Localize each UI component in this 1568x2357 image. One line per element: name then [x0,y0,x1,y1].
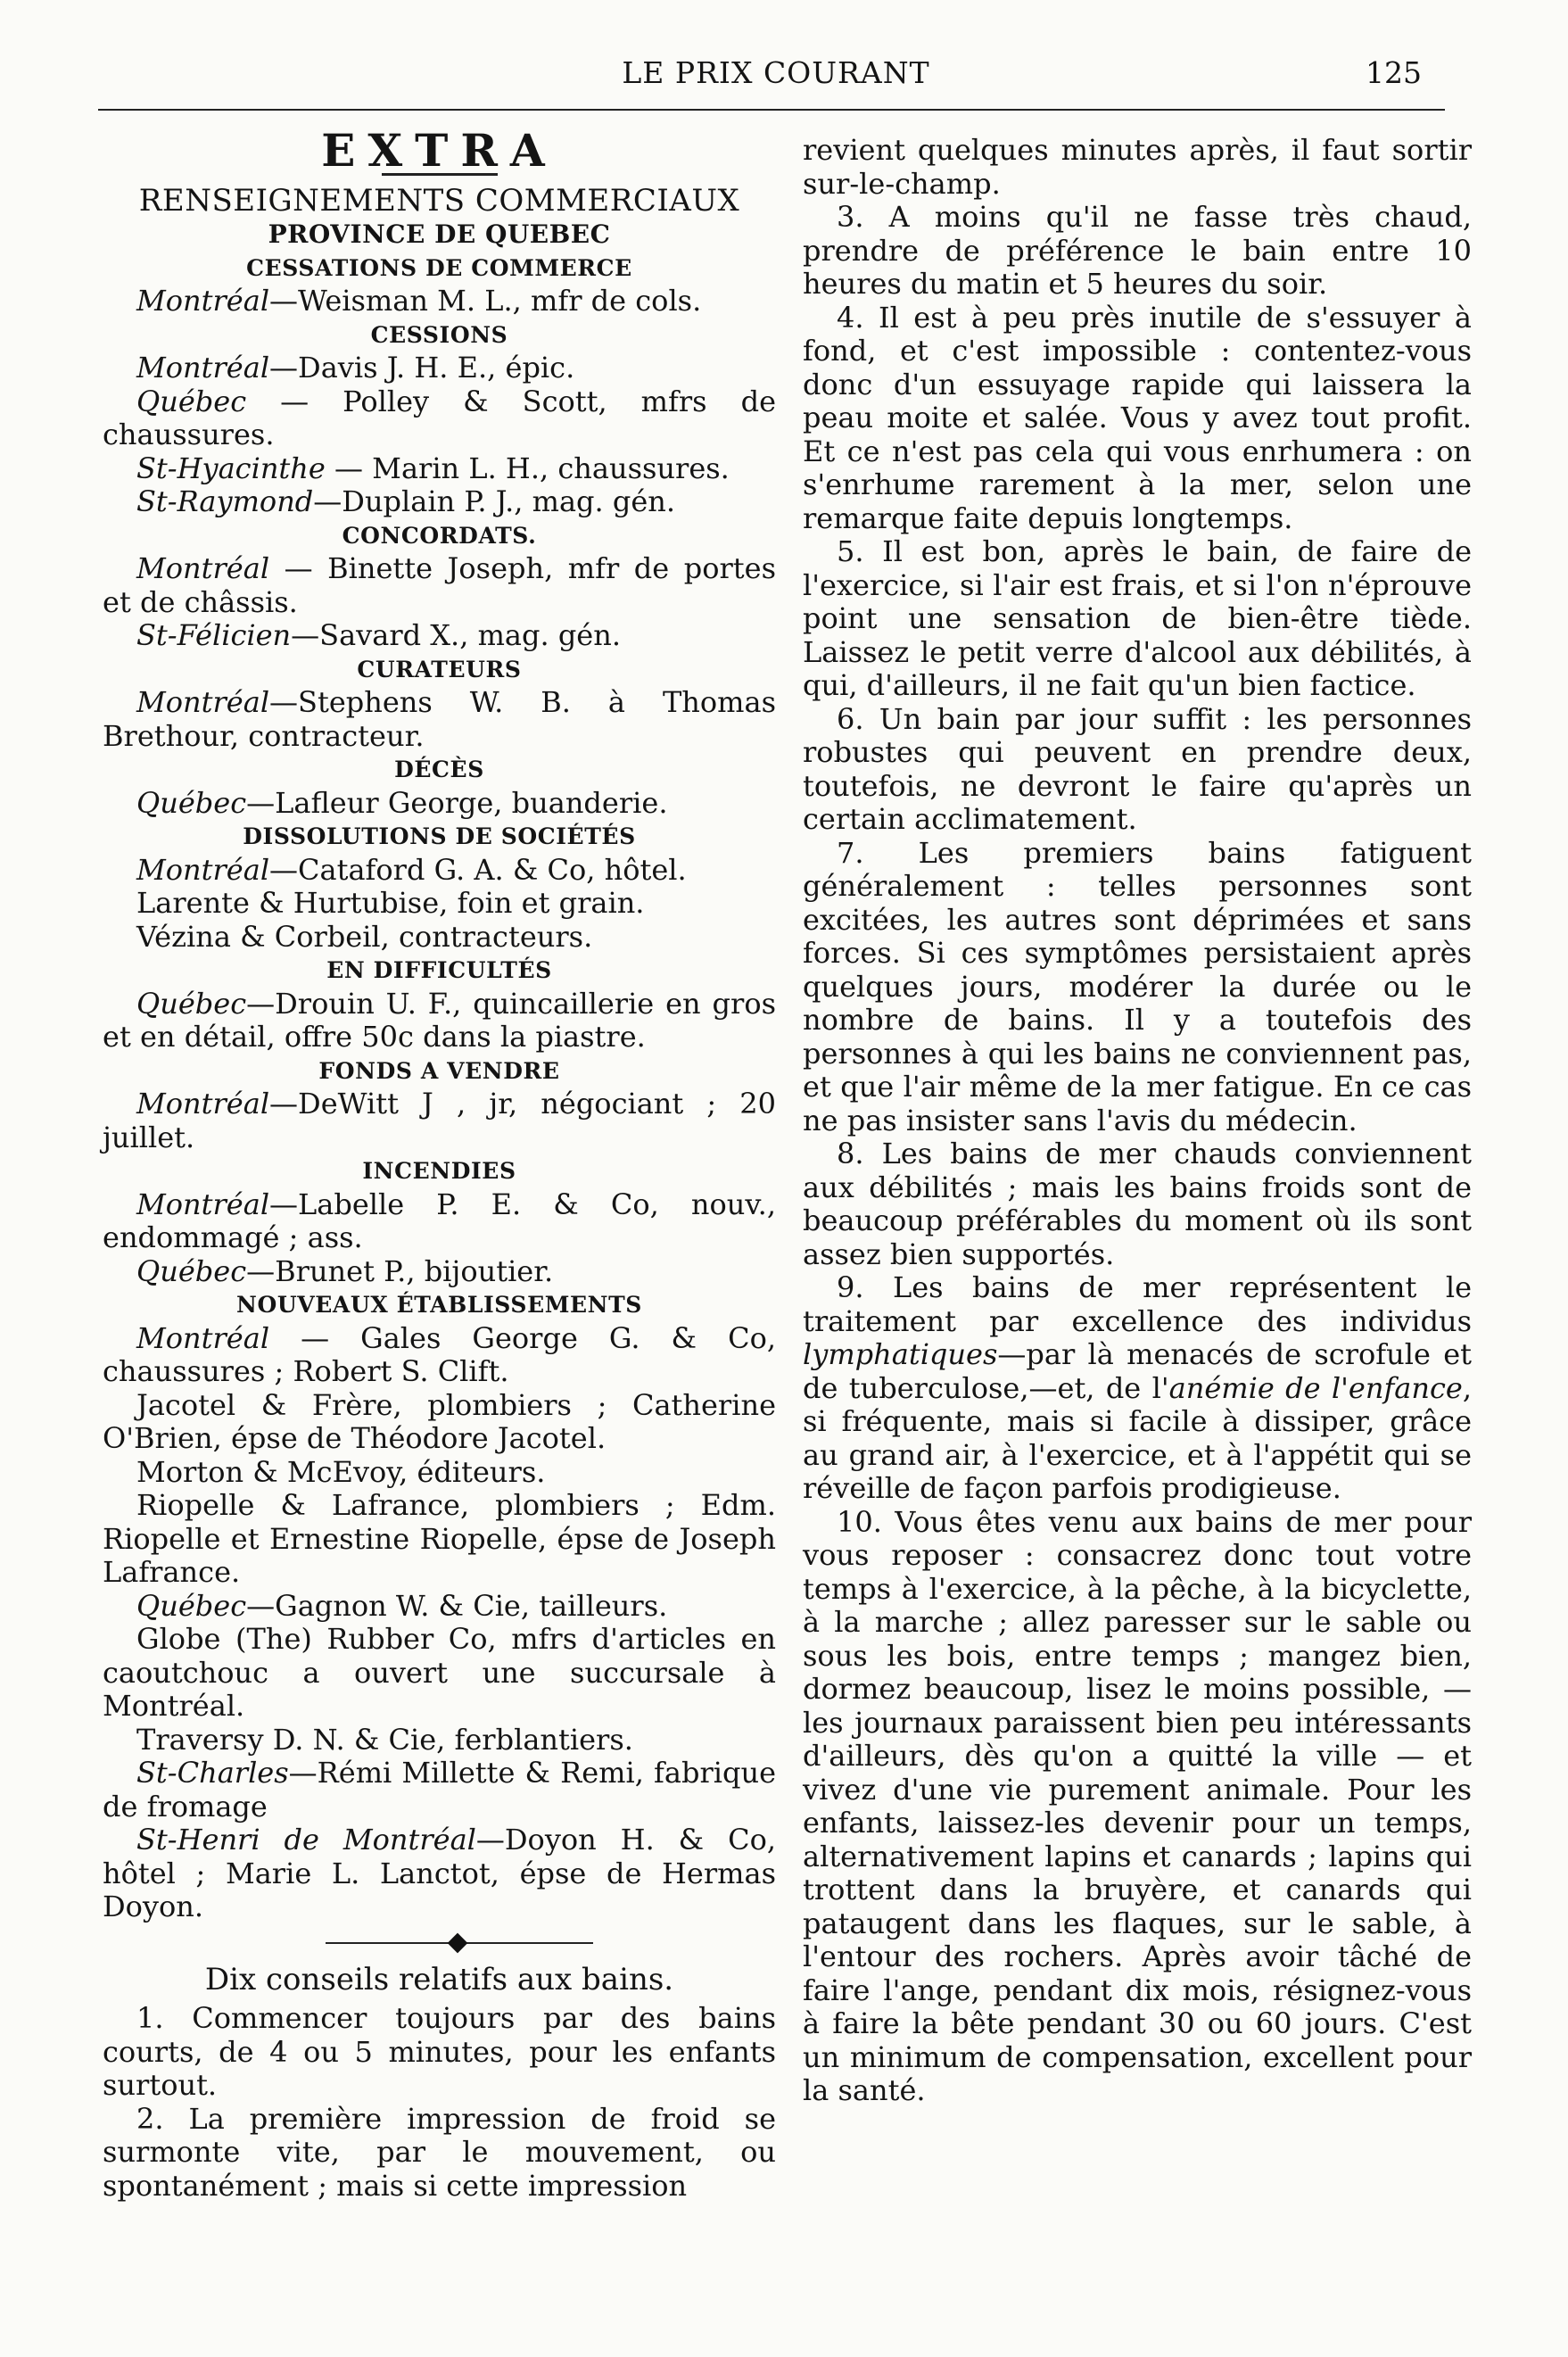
subhead-dissolutions: DISSOLUTIONS DE SOCIÉTÉS [243,823,636,849]
entry-text: —Duplain P. J., mag. gén. [313,484,676,518]
entries-concordats [103,552,776,653]
page-number: 125 [1366,55,1422,90]
entries-nouveaux [103,1322,776,1924]
entry-text: —Brunet P., bijoutier. [246,1253,554,1288]
conseil-paragraph-9 [803,1271,1472,1506]
subhead-concordats: CONCORDATS. [342,522,537,549]
entry-place: Montréal [136,551,270,585]
conseil-paragraph: 3. A moins qu'il ne fasse très chaud, prendre de préférence le bain entre 10 heures du matin et 5 heures du soir. [803,200,1472,301]
entry-text: — Marin L. H., chaussures. [325,451,730,485]
entries-curateurs [103,686,776,753]
entries-cessions [103,351,776,519]
p9-start: 9. Les bains de mer représentent le traitement par excellence des individus [803,1270,1472,1338]
entry-concordats [103,552,776,619]
entry-place: Montréal [136,685,270,719]
entry-nouveaux [103,1757,776,1824]
entry-dissolutions [103,887,776,921]
entry-nouveaux [103,1590,776,1624]
conseil-paragraph: 1. Commencer toujours par des bains courts, de 4 ou 5 minutes, pour les enfants surtout. [103,2001,776,2102]
entries-difficultes [103,988,776,1054]
entry-text: Vézina & Corbeil, contracteurs. [136,919,593,954]
entry-concordats [103,619,776,653]
subhead-curateurs: CURATEURS [357,656,522,682]
conseil-paragraph: 6. Un bain par jour suffit : les personnes robustes qui peuvent en prendre deux, toutefois, ne devront le faire qu'après un certain acclimatement. [803,701,1472,836]
entry-text: Morton & McEvoy, éditeurs. [136,1454,546,1489]
left-column [103,124,777,2203]
entries-incendies [103,1188,776,1289]
p9-lymphatiques: lymphatiques [803,1337,998,1371]
entries-dissolutions [103,854,776,955]
conseil-continuation: revient quelques minutes après, il faut sortir sur-le-champ. [803,133,1472,201]
entry-fonds [103,1088,776,1154]
entry-incendies [103,1188,776,1255]
conseil-paragraph: 7. Les premiers bains fatiguent généralement : telles personnes sont excitées, les autres sont déprimées et sans forces. Si ces symptômes persistaient après quelques jours, modérer la durée ou le nombre de bains. Il y a toutefois des personnes à qui les bains ne conviennent pas, et que l'air même de la mer fatigue. En ce cas ne pas insister sans l'avis du médecin. [803,835,1472,1137]
entry-place: Montréal [136,1087,270,1121]
entry-nouveaux [103,1623,776,1724]
entry-nouveaux [103,1724,776,1757]
entry-place: Montréal [136,1187,270,1221]
entry-place: Québec [136,1588,247,1623]
entry-place: St-Raymond [136,484,314,518]
entry-place: Montréal [136,351,270,385]
entry-text: — Binette Joseph, mfr de portes et de châssis. [103,551,776,619]
subhead-cessations: CESSATIONS DE COMMERCE [246,254,632,281]
entry-dissolutions [103,854,776,888]
entry-text: — Gales George G. & Co, chaussures ; Robert S. Clift. [103,1320,776,1388]
entry-cessations [103,285,776,318]
entry-place: Québec [136,1253,247,1288]
entry-text: —Savard X., mag. gén. [291,618,622,652]
entry-text: Larente & Hurtubise, foin et grain. [136,886,645,920]
entry-difficultes [103,988,776,1054]
entry-cessions [103,351,776,385]
subhead-deces: DÉCÈS [394,757,484,782]
section-title: RENSEIGNEMENTS COMMERCIAUX [138,182,740,219]
entry-place: St-Charles [136,1756,289,1790]
entry-dissolutions [103,921,776,955]
entry-nouveaux [103,1489,776,1590]
conseil-paragraph-10: 10. Vous êtes venu aux bains de mer pour vous reposer : consacrez donc tout votre temps à l'exercice, à la pêche, à la bicyclette, à la marche ; allez paresser sur le sable ou sous les bois, entre temps ; mangez bien, dormez beaucoup, lisez le moins possible, — les journaux paraissent bien peu intéressants d'ailleurs, dès qu'on a quitté la ville — et vivez d'une vie purement animale. Pour les enfants, laissez-les devenir pour un temps, alternativement lapins et canards ; lapins qui trottent dans la bruyère, et canards qui pataugent dans les flaques, sur le sable, à l'entour des rochers. Après avoir tâché de faire l'ange, pendant dix mois, résignez-vous à faire la bête pendant 30 ou 60 jours. C'est un minimum de compensation, excellent pour la santé. [803,1504,1472,2107]
subhead-incendies: INCENDIES [362,1158,516,1184]
entry-place: St-Henri de Montréal [136,1823,476,1857]
p9-middle: —par là menacés de scrofule et de tuberculose,—et, de l' [803,1337,1472,1405]
entries-cessations [103,285,776,318]
entry-cessions [103,485,776,519]
subhead-fonds: FONDS A VENDRE [318,1057,560,1084]
entry-text: —Drouin U. F., quincaillerie en gros et en détail, offre 50c dans la piastre. [103,986,776,1054]
entry-text: —Labelle P. E. & Co, nouv., endommagé ; ass. [103,1187,776,1254]
conseil-paragraph: 8. Les bains de mer chauds conviennent aux débilités ; mais les bains froids sont de beaucoup préférables du moment où ils sont assez bien supportés. [803,1137,1472,1271]
entry-text: —DeWitt J , jr, négociant ; 20 juillet. [103,1087,776,1154]
entry-place: St-Hyacinthe [136,451,326,485]
entry-text: —Weisman M. L., mfr de cols. [269,284,702,318]
entry-place: Québec [136,986,247,1021]
entry-nouveaux [103,1322,776,1389]
entry-text: —Doyon H. & Co, hôtel ; Marie L. Lanctot, épse de Hermas Doyon. [103,1823,777,1923]
extra-title: EXTRA [321,124,557,177]
entry-text: —Gagnon W. & Cie, tailleurs. [246,1588,668,1623]
entry-nouveaux [103,1824,776,1924]
entry-text: Riopelle & Lafrance, plombiers ; Edm. Riopelle et Ernestine Riopelle, épse de Joseph Lafrance. [103,1488,776,1589]
entry-text: — Polley & Scott, mfrs de chaussures. [103,384,776,451]
entry-place: Montréal [136,1320,270,1355]
entry-place: Québec [136,785,247,820]
entry-cessions [103,452,776,486]
subhead-nouveaux: NOUVEAUX ÉTABLISSEMENTS [236,1292,642,1318]
entry-place: Montréal [136,284,270,318]
entry-text: —Lafleur George, buanderie. [246,785,668,820]
section-divider [103,1928,776,1958]
subhead-difficultes: EN DIFFICULTÉS [326,957,552,983]
running-header [98,55,1454,100]
entry-place: Montréal [136,852,270,887]
entry-incendies [103,1255,776,1289]
entries-deces [103,787,776,821]
entry-cessions [103,385,776,452]
entry-text: —Stephens W. B. à Thomas Brethour, contracteur. [103,685,776,753]
conseil-paragraph: 4. Il est à peu près inutile de s'essuyer à fond, et c'est impossible : contentez-vous donc d'un essuyage rapide qui laissera la peau moite et salée. Vous y avez tout profit. Et ce n'est pas cela qui vous enrhumera : on s'enrhume rarement à la mer, selon une remarque faite depuis longtemps. [803,300,1472,535]
p9-end: , si fréquente, mais si facile à dissiper, grâce au grand air, à l'exercice, et à l'appétit qui se réveille de façon parfois prodigieuse. [803,1370,1473,1505]
entry-place: St-Félicien [136,618,292,652]
entry-curateurs [103,686,776,753]
entry-text: —Cataford G. A. & Co, hôtel. [269,852,687,887]
province-heading: PROVINCE DE QUEBEC [268,219,611,249]
subhead-cessions: CESSIONS [370,321,508,348]
entry-text: —Rémi Millette & Remi, fabrique de fromage [103,1756,776,1824]
entry-text: Globe (The) Rubber Co, mfrs d'articles en caoutchouc a ouvert une succursale à Montréal. [103,1622,776,1723]
entry-text: —Davis J. H. E., épic. [269,351,575,385]
conseils-title: Dix conseils relatifs aux bains. [204,1961,674,1997]
divider-diamond-icon [448,1932,468,1953]
p9-anemie: anémie de l'enfance [1168,1370,1463,1405]
entry-nouveaux [103,1389,776,1456]
entry-text: Traversy D. N. & Cie, ferblantiers. [136,1722,633,1757]
entry-place: Québec [136,384,247,418]
right-column [803,134,1472,2108]
entry-text: Jacotel & Frère, plombiers ; Catherine O'Brien, épse de Théodore Jacotel. [103,1387,776,1455]
conseil-paragraph: 2. La première impression de froid se surmonte vite, par le mouvement, ou spontanément ; mais si cette impression [103,2101,776,2203]
publication-title: LE PRIX COURANT [622,55,930,90]
entry-nouveaux [103,1456,776,1490]
entries-fonds [103,1088,776,1154]
entry-deces [103,787,776,821]
conseil-paragraph: 5. Il est bon, après le bain, de faire de l'exercice, si l'air est frais, et si l'on n'éprouve point une sensation de bien-être tiède. Laissez le petit verre d'alcool aux débilités, à qui, d'ailleurs, il ne fait qu'un bien factice. [803,534,1472,702]
header-rule [98,109,1445,111]
